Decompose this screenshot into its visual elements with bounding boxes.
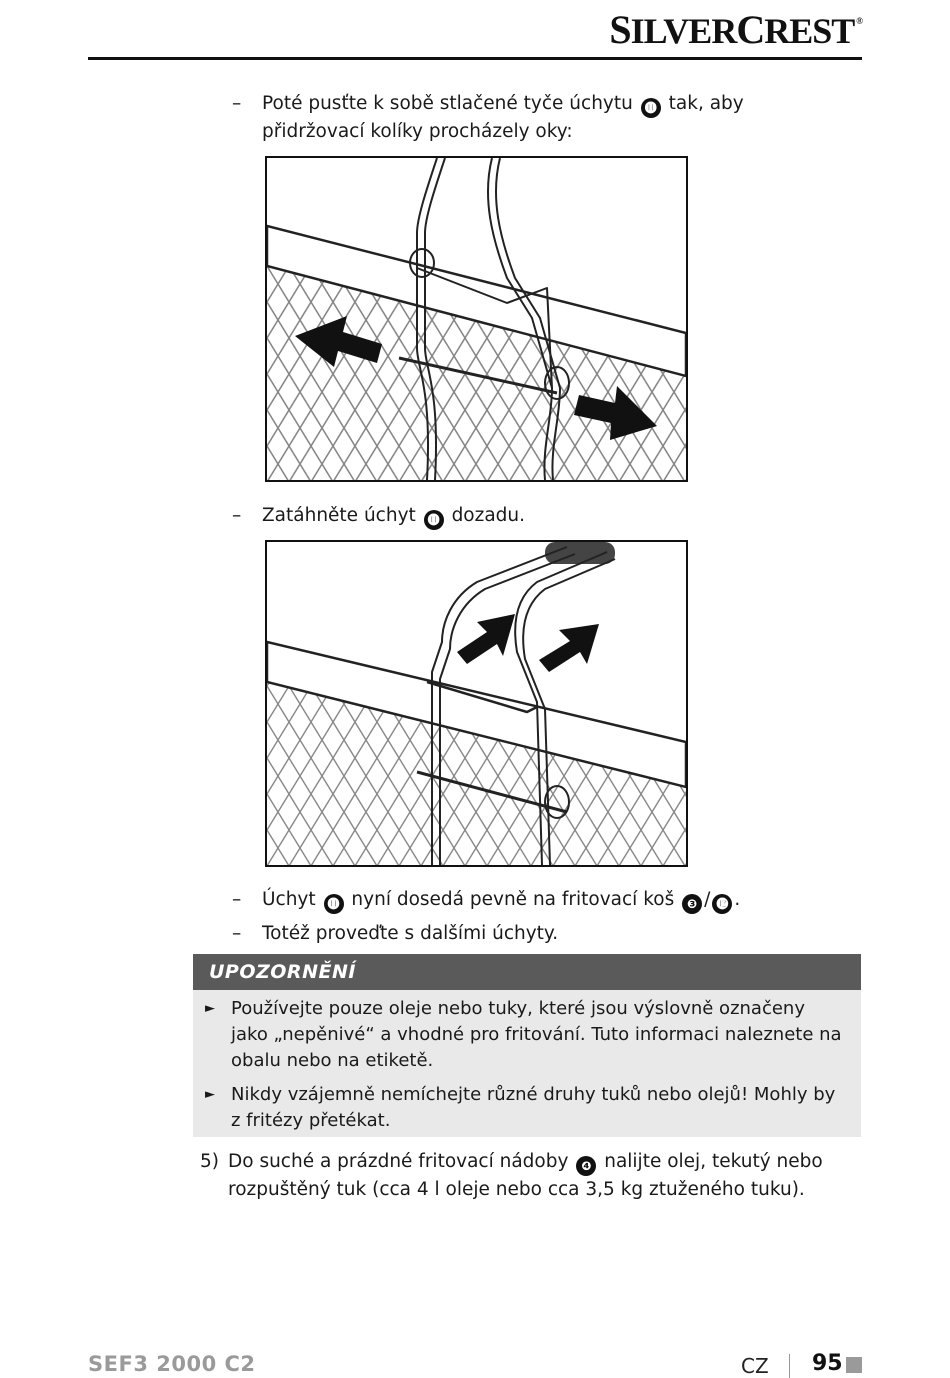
part-ref-11: ⓫ [324,894,344,914]
warning-title: UPOZORNĚNÍ [193,954,861,990]
bullet-arrow-icon: ► [205,1087,215,1102]
part-ref-12: ⓬ [712,894,732,914]
figure-handle-release [265,156,688,482]
warning-box [193,954,861,1137]
footer-model: SEF3 2000 C2 [88,1352,256,1376]
warning-item: ► Používejte pouze oleje nebo tuky, které jsou výslovně označeny jako „nepěnivé“ a vhodné pro fritování. Tuto informaci naleznete na obalu nebo na etiketě. [205,998,842,1071]
instruction-seated: – Úchyt ⓫ nyní dosedá pevně na fritovací koš ❸ / ⓬ . [232,886,852,914]
part-ref-3: ❸ [682,894,702,914]
basket-handle-pull-illustration [267,542,686,865]
footer-square-icon [846,1357,862,1373]
part-ref-11: ⓫ [641,98,661,118]
part-ref-4: ❹ [576,1156,596,1176]
footer-language: CZ [741,1354,769,1378]
instruction-step-5: 5) Do suché a prázdné fritovací nádoby ❹ nalijte olej, tekutý nebo rozpuštěný tuk (cca 4 l oleje nebo cca 3,5 kg ztuženého tuku). [200,1151,823,1200]
bullet-arrow-icon: ► [205,1001,215,1016]
instruction-release: – Poté pusťte k sobě stlačené tyče úchytu ⓫ tak, aby přidržovací kolíky procházely oky: [232,93,744,142]
page-number: 95 [812,1351,843,1376]
footer-divider [789,1354,790,1378]
figure-handle-pull [265,540,688,867]
header-rule [88,57,862,60]
instruction-pull: – Zatáhněte úchyt ⓫ dozadu. [232,502,852,530]
warning-item: ► Nikdy vzájemně nemíchejte různé druhy tuků nebo olejů! Mohly by z fritézy přetékat. [205,1084,836,1131]
brand-logo: SILVERCREST ® [609,7,862,52]
instruction-repeat: – Totéž proveďte s dalšími úchyty. [232,923,559,944]
part-ref-11: ⓫ [424,510,444,530]
basket-handle-release-illustration [267,158,686,480]
